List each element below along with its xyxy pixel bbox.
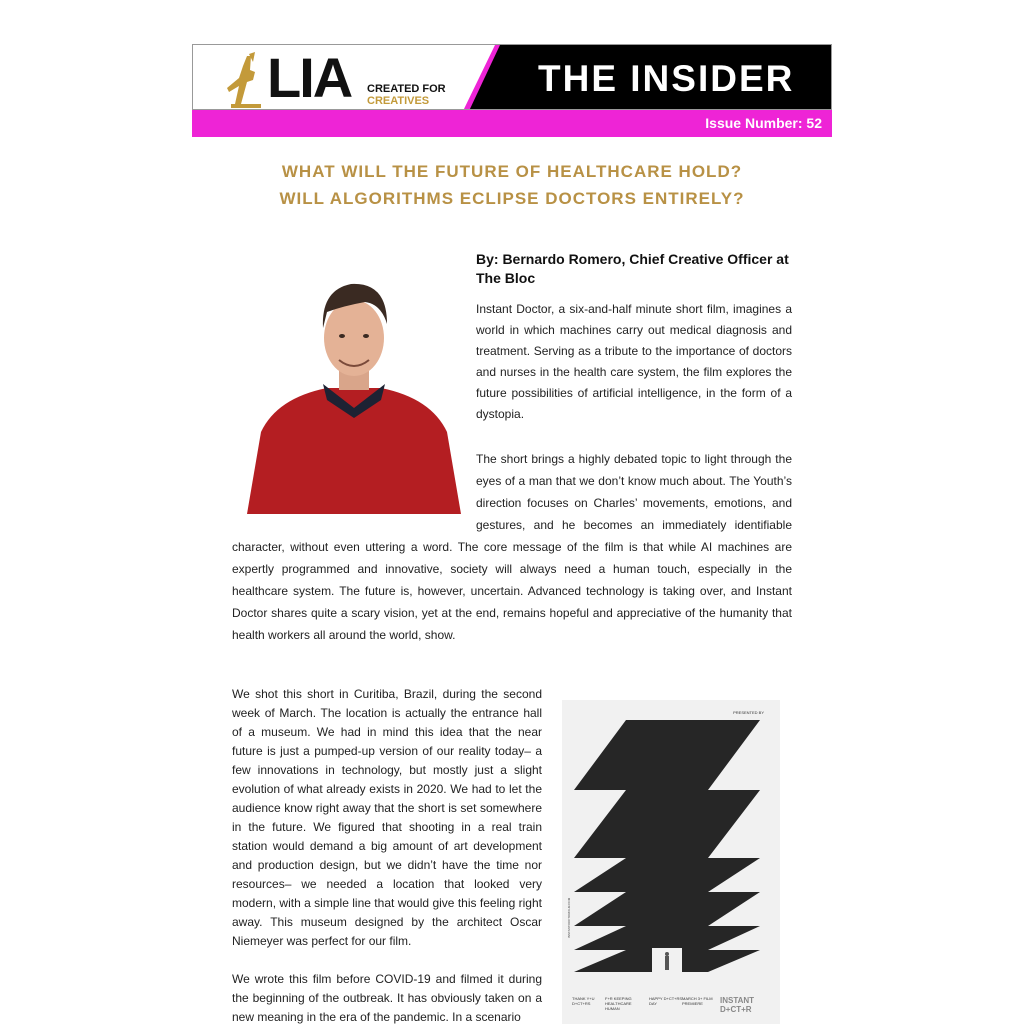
paragraph-story	[232, 448, 792, 646]
tagline-creatives: CREATIVES	[367, 95, 430, 107]
lia-wordmark: LIA	[267, 46, 352, 109]
lia-statue-icon	[225, 52, 269, 108]
header-banner	[192, 44, 832, 110]
portrait-wrap-space	[232, 448, 476, 536]
poster-presented-by: PRESENTED BY	[733, 710, 764, 715]
headline-line-2: WILL ALGORITHMS ECLIPSE DOCTORS ENTIRELY?	[279, 189, 745, 208]
film-poster	[562, 700, 780, 1024]
issue-bar	[192, 110, 832, 137]
poster-tree-graphic	[562, 700, 780, 1024]
poster-col-3: HAPPY D+CT+RS' DAY	[649, 996, 683, 1006]
article-headline	[192, 158, 832, 212]
poster-col-4: MARCH 3+ FILM PREMIERE	[682, 996, 713, 1006]
paragraph-story-text: The short brings a highly debated topic to light through the eyes of a man that we don’t know much about. The Youth’s direction focuses on Charles’ movements, emotions, and gestures, and he becomes an immediately identifiable character, without even uttering a word. The core message of the film is that while AI machines are expertly programmed and innovative, society will always need a human touch, especially in the healthcare system. The future is, however, uncertain. Advanced technology is taking over, and Instant Doctor shares quite a scary vision, yet at the end, remains hopeful and appreciative of the humanity that health workers all around the world, show.	[232, 452, 792, 642]
author-byline: By: Bernardo Romero, Chief Creative Officer at The Bloc	[476, 251, 789, 286]
tagline-created-for: CREATED FOR	[367, 83, 446, 95]
issue-number: Issue Number: 52	[705, 115, 822, 131]
poster-col-1: THANK Y+U D+CT+RS	[572, 996, 595, 1006]
paragraph-covid: We wrote this film before COVID-19 and filmed it during the beginning of the outbreak. It has obviously taken on a new meaning in the era of the pandemic. In a scenario	[232, 972, 542, 1024]
poster-col-2: F+R KEEPING HEALTHCARE HUMAN	[605, 996, 632, 1011]
paragraph-intro: Instant Doctor, a six-and-half minute short film, imagines a world in which machines carry out medical diagnosis and treatment. Serving as a tribute to the importance of doctors and nurses in the health care system, the film explores the future possibilities of artificial intelligence, in the form of a dystopia.	[476, 302, 792, 421]
poster-side-text: INSTANTDOCTORFILM.COM	[567, 897, 571, 938]
paragraph-location: We shot this short in Curitiba, Brazil, during the second week of March. The location is actually the entrance hall of a museum. We had in mind this idea that the near future is just a pumped-up version of our reality today– a few innovations in technology, but mostly just a slight evolution of what already exists in 2020. We had to let the audience know right away that the short is set somewhere in the future. We figured that shooting in a real train station would demand a big amount of art development and production design, but we didn’t have the time nor resources– we needed a location that looked very modern, with a simple line that would give this feeling right away. This museum designed by the architect Oscar Niemeyer was perfect for our film.	[232, 687, 542, 948]
newsletter-title: THE INSIDER	[538, 58, 795, 99]
headline-line-1: WHAT WILL THE FUTURE OF HEALTHCARE HOLD?	[281, 162, 743, 181]
poster-title: INSTANT D+CT+R	[720, 996, 755, 1014]
